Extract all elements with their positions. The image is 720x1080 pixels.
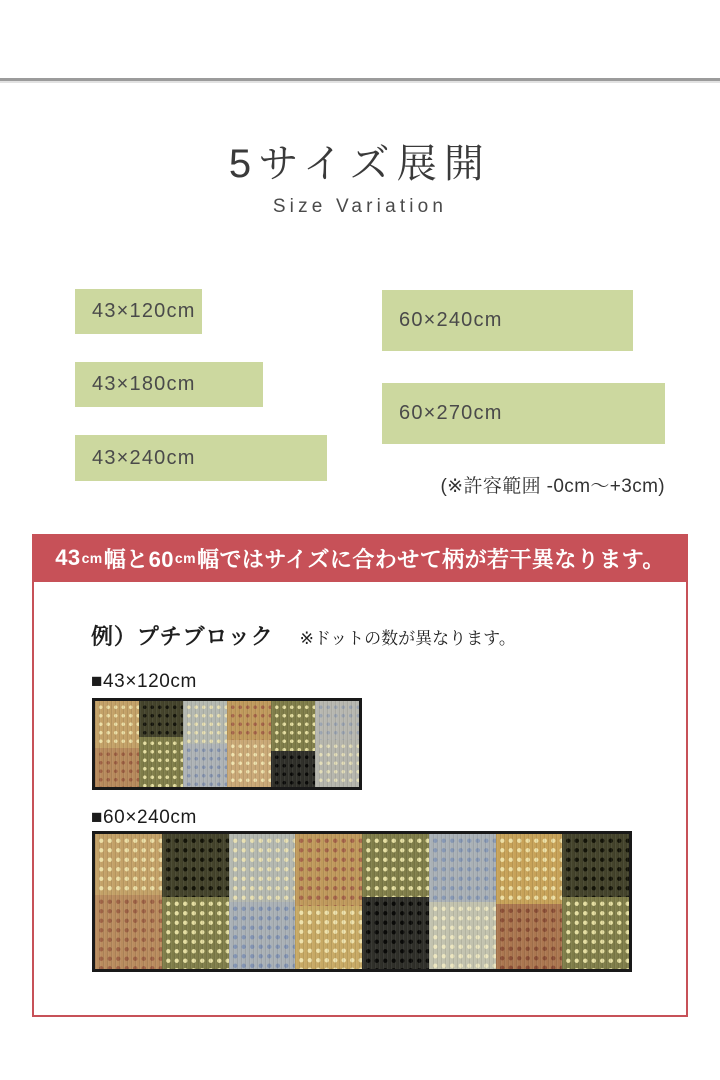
rug-block-column <box>227 701 271 787</box>
example-row <box>91 620 516 651</box>
rug-block-cell <box>362 834 429 897</box>
rug-block-cell <box>139 701 183 737</box>
banner-text: 幅と60 <box>103 546 174 572</box>
rug-block-column <box>95 701 139 787</box>
rug-block-cell <box>271 701 315 751</box>
size-box-43x120 <box>75 289 202 334</box>
rug-photo-60x240cm <box>92 831 632 972</box>
banner-unit: cm <box>81 550 103 566</box>
rug-block-cell <box>429 834 496 902</box>
rug-block-column <box>271 701 315 787</box>
rug-block-column <box>183 701 227 787</box>
rug-block-cell <box>295 906 362 969</box>
rug-block-cell <box>227 740 271 787</box>
rug-block-cell <box>183 701 227 744</box>
page-title: 5サイズ展開 <box>228 142 492 186</box>
size-box-label: 43×120cm <box>92 300 196 322</box>
rug-block-cell <box>162 834 229 897</box>
rug-block-cell <box>295 834 362 906</box>
rug-block-cell <box>315 701 359 740</box>
section-divider <box>0 78 720 83</box>
rug-block-column <box>95 834 162 969</box>
rug-block-column <box>139 701 183 787</box>
rug-block-cell <box>496 834 563 904</box>
banner-unit: cm <box>174 550 197 566</box>
size-box-60x270 <box>382 383 665 444</box>
pattern-difference-banner <box>32 534 688 582</box>
size-box-label: 60×270cm <box>399 402 503 424</box>
rug-block-column <box>562 834 629 969</box>
rug-block-column <box>229 834 296 969</box>
rug-block-cell <box>229 902 296 970</box>
rug-block-cell <box>95 834 162 895</box>
rug-block-cell <box>95 895 162 969</box>
rug-block-column <box>162 834 229 969</box>
rug-block-cell <box>95 701 139 748</box>
rug-label-43x120: ■43×120cm <box>91 671 197 692</box>
rug-label-60x240: ■60×240cm <box>91 807 197 828</box>
tolerance-note: (※許容範囲 -0cm〜+3cm) <box>440 476 665 497</box>
rug-block-column <box>315 701 359 787</box>
rug-block-cell <box>229 834 296 902</box>
rug-block-column <box>362 834 429 969</box>
banner-text: 43 <box>55 545 81 570</box>
rug-block-cell <box>271 751 315 787</box>
rug-block-cell <box>95 748 139 787</box>
page-subtitle: Size Variation <box>272 196 448 217</box>
rug-block-cell <box>562 897 629 969</box>
rug-block-cell <box>139 737 183 787</box>
pattern-difference-panel <box>32 534 688 1017</box>
rug-block-column <box>295 834 362 969</box>
example-label: 例）プチブロック <box>91 624 274 649</box>
example-note: ※ドットの数が異なります。 <box>299 629 516 648</box>
rug-block-cell <box>429 902 496 970</box>
size-box-label: 43×180cm <box>92 373 196 395</box>
size-box-60x240 <box>382 290 633 351</box>
rug-block-cell <box>362 897 429 969</box>
banner-text: 幅ではサイズに合わせて柄が若干異なります。 <box>197 546 665 572</box>
rug-block-cell <box>162 897 229 969</box>
size-box-label: 43×240cm <box>92 446 196 469</box>
size-box-label: 60×240cm <box>399 309 503 331</box>
rug-block-cell <box>315 740 359 787</box>
size-box-43x180 <box>75 362 263 407</box>
rug-block-column <box>429 834 496 969</box>
rug-block-cell <box>562 834 629 897</box>
rug-block-cell <box>227 701 271 740</box>
rug-photo-43x120cm <box>92 698 362 790</box>
size-box-43x240 <box>75 435 327 481</box>
rug-block-cell <box>183 744 227 787</box>
rug-block-column <box>496 834 563 969</box>
rug-block-cell <box>496 904 563 969</box>
